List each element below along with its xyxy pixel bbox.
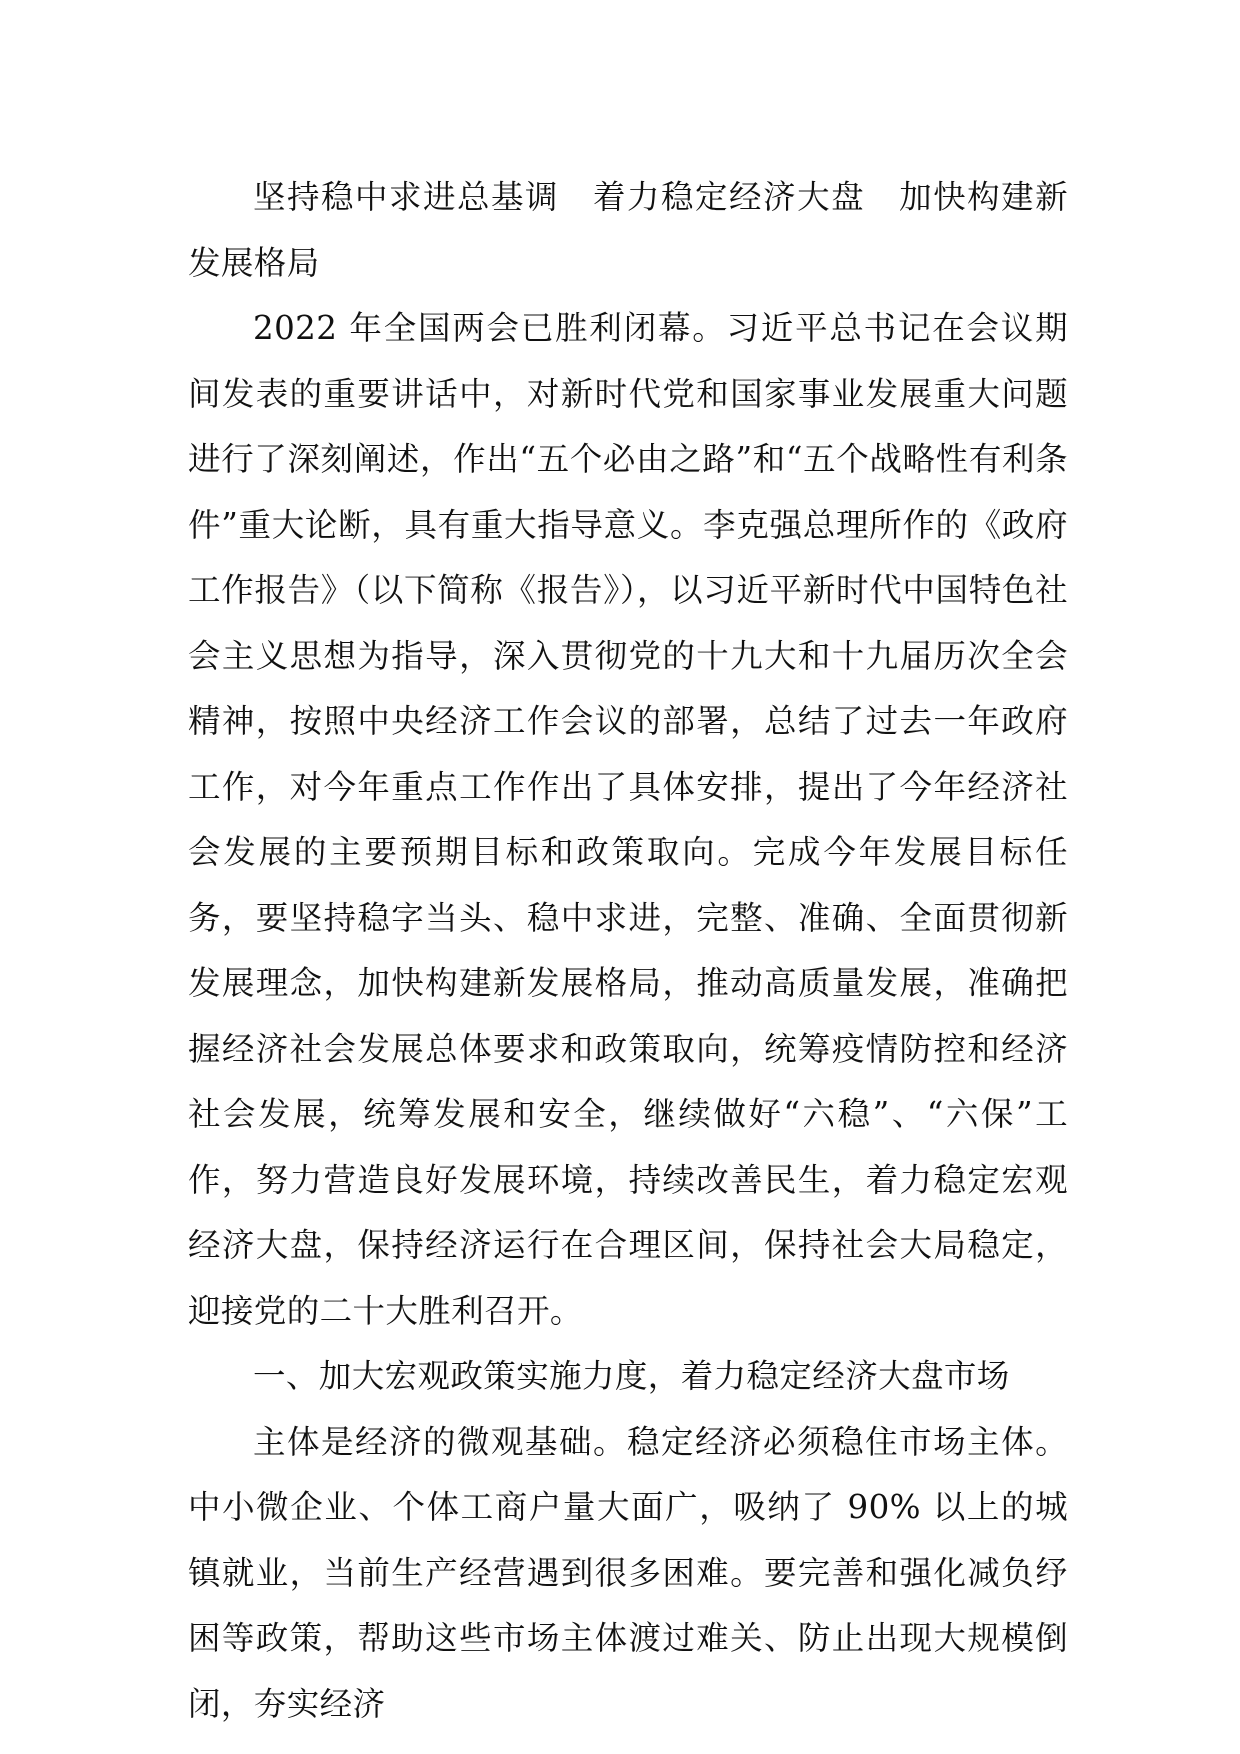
paragraph-section-1: 主体是经济的微观基础。稳定经济必须稳住市场主体。中小微企业、个体工商户量大面广，吸纳了 90% 以上的城镇就业，当前生产经营遇到很多困难。要完善和强化减负纾困等政策，帮助这些市场主体渡过难关、防止出现大规模倒闭，夯实经济 <box>188 1422 1068 1723</box>
document-body <box>188 165 1068 1737</box>
document-title: 坚持稳中求进总基调 着力稳定经济大盘 加快构建新发展格局 <box>188 178 1068 282</box>
section-heading-1: 一、加大宏观政策实施力度，着力稳定经济大盘市场 <box>253 1357 1010 1395</box>
paragraph-intro: 2022 年全国两会已胜利闭幕。习近平总书记在会议期间发表的重要讲话中，对新时代党和国家事业发展重大问题进行了深刻阐述，作出“五个必由之路”和“五个战略性有利条件”重大论断，具有重大指导意义。李克强总理所作的《政府工作报告》（以下简称《报告》），以习近平新时代中国特色社会主义思想为指导，深入贯彻党的十九大和十九届历次全会精神，按照中央经济工作会议的部署，总结了过去一年政府工作，对今年重点工作作出了具体安排，提出了今年经济社会发展的主要预期目标和政策取向。完成今年发展目标任务，要坚持稳字当头、稳中求进，完整、准确、全面贯彻新发展理念，加快构建新发展格局，推动高质量发展，准确把握经济社会发展总体要求和政策取向，统筹疫情防控和经济社会发展，统筹发展和安全，继续做好“六稳”、“六保”工作，努力营造良好发展环境，持续改善民生，着力稳定宏观经济大盘，保持经济运行在合理区间，保持社会大局稳定，迎接党的二十大胜利召开。 <box>188 309 1068 1330</box>
